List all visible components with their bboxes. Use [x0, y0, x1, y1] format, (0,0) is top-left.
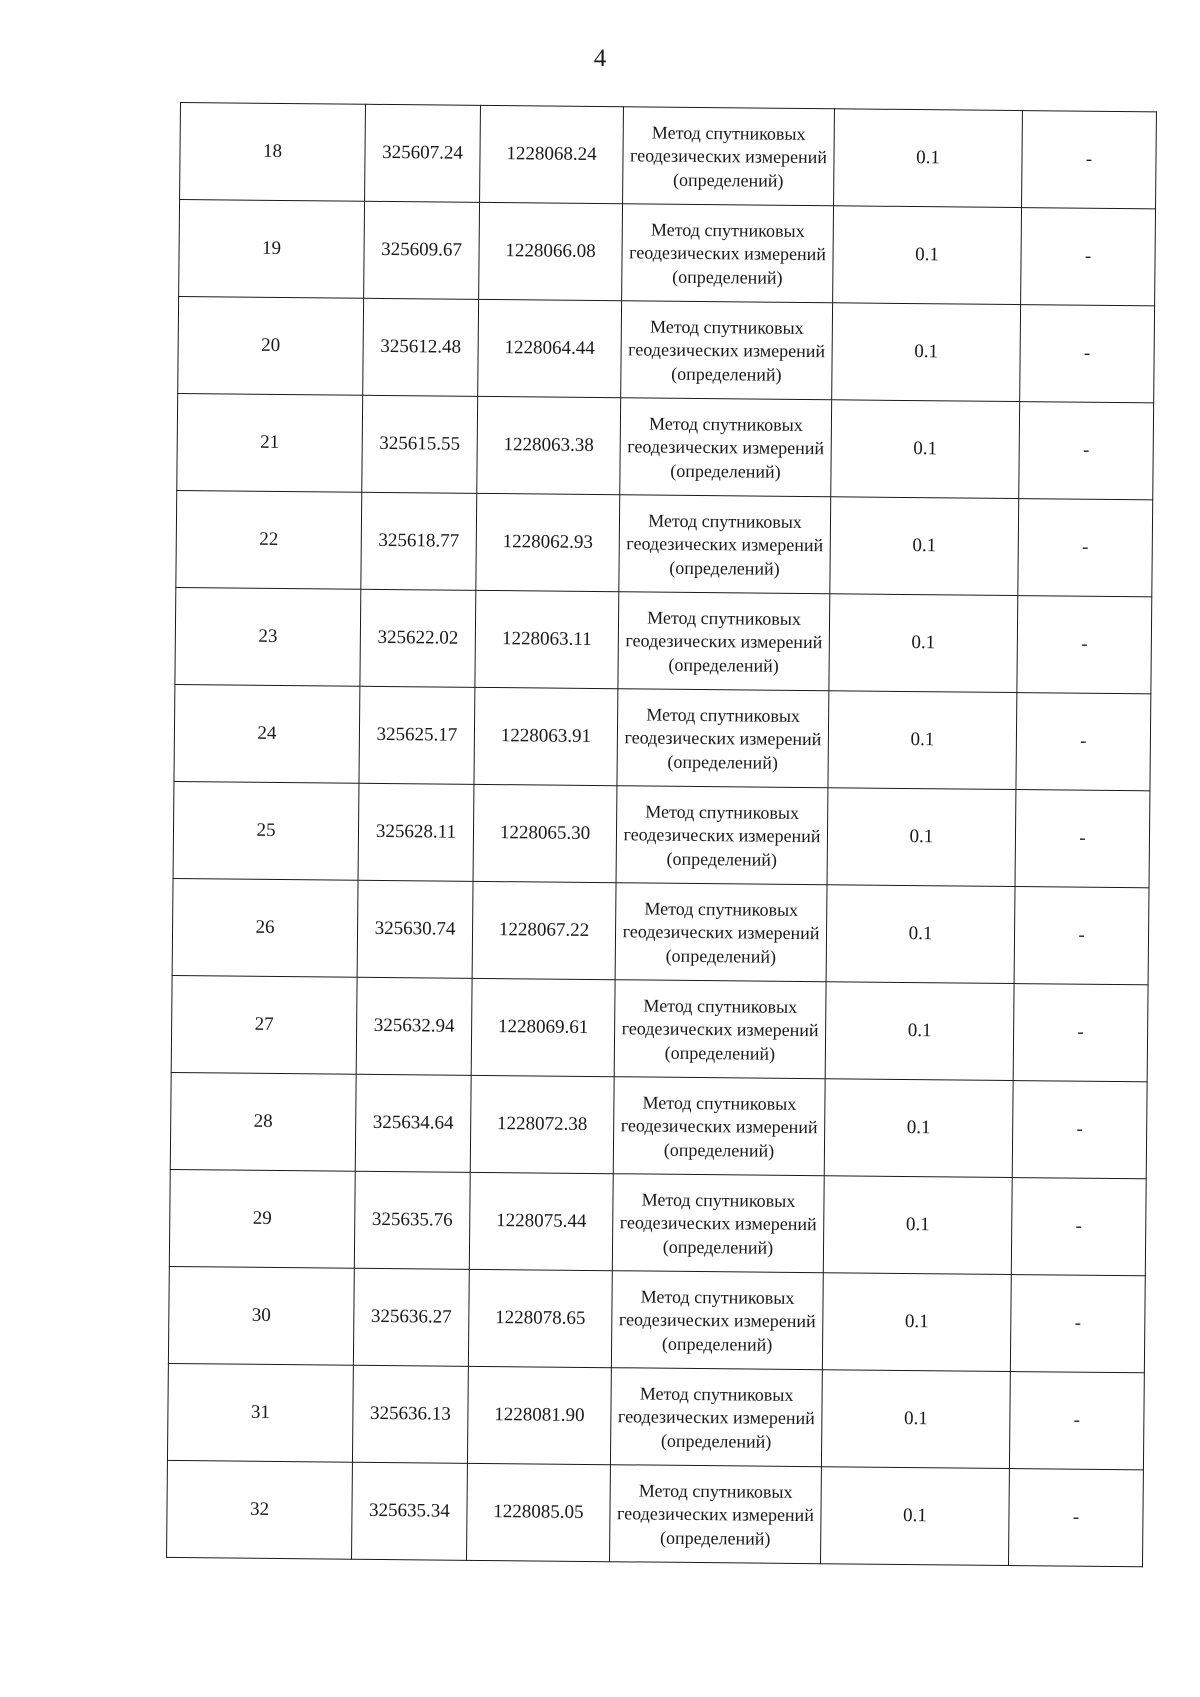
- point-number-cell: 27: [171, 975, 357, 1074]
- description-cell: -: [1012, 1081, 1147, 1179]
- description-cell: -: [1009, 1372, 1144, 1470]
- coord-y-cell: 1228075.44: [469, 1172, 613, 1270]
- coord-y-cell: 1228063.91: [474, 687, 618, 785]
- description-cell: -: [1019, 402, 1154, 500]
- coord-y-cell: 1228081.90: [467, 1366, 611, 1464]
- coord-x-cell: 325607.24: [365, 104, 481, 202]
- coord-x-cell: 325622.02: [360, 589, 476, 687]
- method-cell: Метод спутниковых геодезических измерений (определений): [622, 204, 834, 303]
- coord-x-cell: 325635.34: [352, 1462, 468, 1560]
- table-row: [169, 1169, 1146, 1275]
- coord-x-cell: 325636.27: [353, 1268, 469, 1366]
- table-row: [172, 878, 1149, 984]
- coord-y-cell: 1228062.93: [476, 493, 620, 591]
- method-cell: Метод спутниковых геодезических измерений (определений): [623, 107, 835, 206]
- description-cell: -: [1021, 208, 1156, 306]
- method-cell: Метод спутниковых геодезических измерений (определений): [611, 1271, 823, 1370]
- coord-y-cell: 1228085.05: [467, 1463, 611, 1561]
- precision-cell: 0.1: [827, 788, 1016, 887]
- precision-cell: 0.1: [830, 497, 1019, 596]
- precision-cell: 0.1: [831, 400, 1020, 499]
- coord-y-cell: 1228067.22: [472, 881, 616, 979]
- table-row: [167, 1363, 1144, 1469]
- method-cell: Метод спутниковых геодезических измерений (определений): [613, 1077, 825, 1176]
- coord-y-cell: 1228066.08: [479, 202, 623, 300]
- coord-x-cell: 325628.11: [358, 783, 474, 881]
- method-cell: Метод спутниковых геодезических измерений (определений): [619, 495, 831, 594]
- description-cell: -: [1010, 1275, 1145, 1373]
- precision-cell: 0.1: [820, 1467, 1009, 1566]
- coord-x-cell: 325618.77: [361, 492, 477, 590]
- coord-x-cell: 325625.17: [359, 686, 475, 784]
- table-row: [176, 490, 1153, 596]
- precision-cell: 0.1: [834, 109, 1023, 208]
- coord-y-cell: 1228068.24: [480, 105, 624, 203]
- precision-cell: 0.1: [833, 206, 1022, 305]
- method-cell: Метод спутниковых геодезических измерений (определений): [610, 1368, 822, 1467]
- precision-cell: 0.1: [829, 594, 1018, 693]
- description-cell: -: [1017, 596, 1152, 694]
- precision-cell: 0.1: [822, 1273, 1011, 1372]
- table-row: [167, 1460, 1144, 1566]
- precision-cell: 0.1: [828, 691, 1017, 790]
- table-row: [179, 200, 1156, 306]
- method-cell: Метод спутниковых геодезических измерений (определений): [610, 1465, 822, 1564]
- coord-y-cell: 1228069.61: [471, 978, 615, 1076]
- precision-cell: 0.1: [826, 885, 1015, 984]
- coord-y-cell: 1228064.44: [478, 299, 622, 397]
- description-cell: -: [1008, 1469, 1143, 1567]
- coord-x-cell: 325632.94: [356, 977, 472, 1075]
- coord-x-cell: 325615.55: [362, 395, 478, 493]
- point-number-cell: 25: [173, 781, 359, 880]
- point-number-cell: 18: [180, 103, 366, 202]
- description-cell: -: [1018, 499, 1153, 597]
- precision-cell: 0.1: [824, 1079, 1013, 1178]
- method-cell: Метод спутниковых геодезических измерений (определений): [618, 592, 830, 691]
- point-number-cell: 23: [175, 587, 361, 686]
- coord-x-cell: 325634.64: [355, 1074, 471, 1172]
- table-row: [174, 684, 1151, 790]
- table-row: [171, 975, 1148, 1081]
- point-number-cell: 24: [174, 684, 360, 783]
- coord-y-cell: 1228065.30: [473, 784, 617, 882]
- coord-x-cell: 325609.67: [364, 201, 480, 299]
- table-row: [175, 587, 1152, 693]
- coordinates-table-body: [167, 103, 1157, 1567]
- point-number-cell: 20: [178, 296, 364, 395]
- point-number-cell: 29: [169, 1169, 355, 1268]
- coord-y-cell: 1228063.11: [475, 590, 619, 688]
- point-number-cell: 30: [168, 1266, 354, 1365]
- coordinates-table: [166, 102, 1157, 1567]
- coord-x-cell: 325630.74: [357, 880, 473, 978]
- table-row: [178, 296, 1155, 402]
- description-cell: -: [1016, 693, 1151, 791]
- point-number-cell: 22: [176, 490, 362, 589]
- description-cell: -: [1011, 1178, 1146, 1276]
- description-cell: -: [1020, 305, 1155, 403]
- table-row: [180, 103, 1157, 209]
- table-row: [177, 393, 1154, 499]
- coord-y-cell: 1228078.65: [468, 1269, 612, 1367]
- precision-cell: 0.1: [825, 982, 1014, 1081]
- method-cell: Метод спутниковых геодезических измерений (определений): [616, 786, 828, 885]
- page-number: 4: [593, 45, 607, 72]
- point-number-cell: 32: [167, 1460, 353, 1559]
- method-cell: Метод спутниковых геодезических измерений (определений): [617, 689, 829, 788]
- point-number-cell: 21: [177, 393, 363, 492]
- method-cell: Метод спутниковых геодезических измерений (определений): [612, 1174, 824, 1273]
- description-cell: -: [1013, 984, 1148, 1082]
- table-row: [170, 1072, 1147, 1178]
- point-number-cell: 28: [170, 1072, 356, 1171]
- table-row: [173, 781, 1150, 887]
- point-number-cell: 19: [179, 200, 365, 299]
- coord-y-cell: 1228072.38: [470, 1075, 614, 1173]
- precision-cell: 0.1: [821, 1370, 1010, 1469]
- coord-y-cell: 1228063.38: [477, 396, 621, 494]
- point-number-cell: 31: [167, 1363, 353, 1462]
- precision-cell: 0.1: [832, 303, 1021, 402]
- method-cell: Метод спутниковых геодезических измерений (определений): [620, 398, 832, 497]
- coord-x-cell: 325636.13: [352, 1365, 468, 1463]
- point-number-cell: 26: [172, 878, 358, 977]
- method-cell: Метод спутниковых геодезических измерений (определений): [621, 301, 833, 400]
- method-cell: Метод спутниковых геодезических измерений (определений): [615, 883, 827, 982]
- coord-x-cell: 325612.48: [363, 298, 479, 396]
- method-cell: Метод спутниковых геодезических измерений (определений): [614, 980, 826, 1079]
- coord-x-cell: 325635.76: [354, 1171, 470, 1269]
- description-cell: -: [1022, 111, 1157, 209]
- precision-cell: 0.1: [823, 1176, 1012, 1275]
- description-cell: -: [1015, 790, 1150, 888]
- table-row: [168, 1266, 1145, 1372]
- description-cell: -: [1014, 887, 1149, 985]
